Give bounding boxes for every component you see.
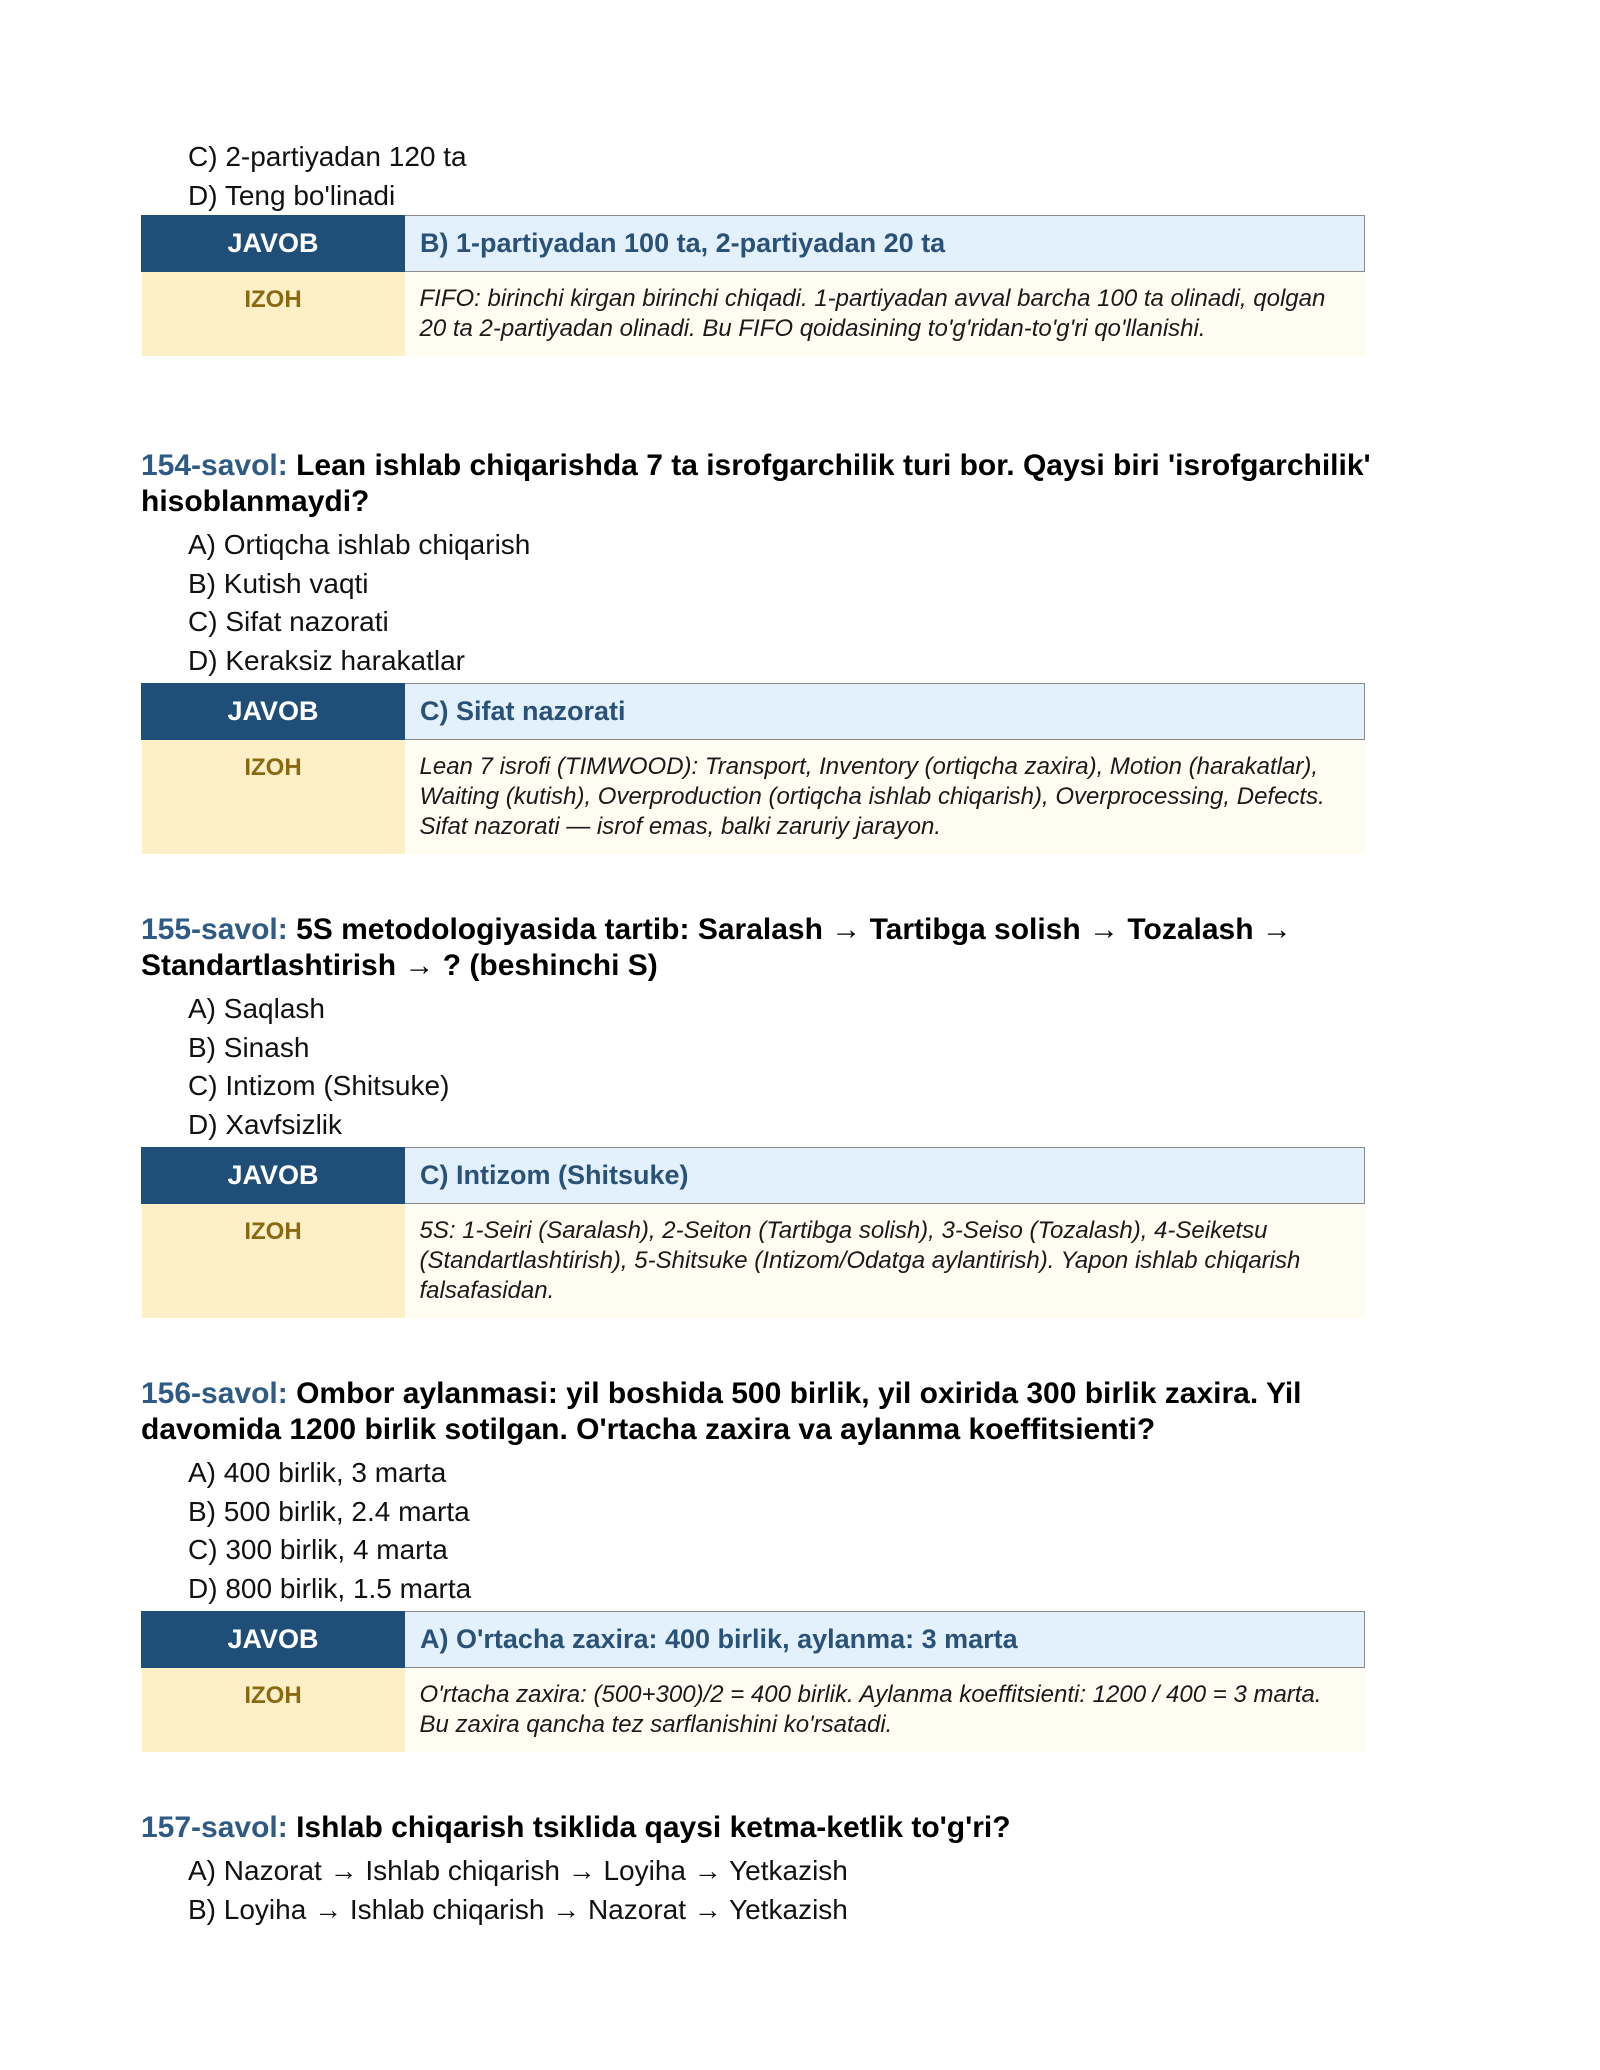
option-c: C) 2-partiyadan 120 ta [188, 141, 467, 172]
answer-table [141, 1611, 1365, 1752]
option-d: D) Teng bo'linadi [188, 179, 396, 211]
answer-value: C) Intizom (Shitsuke) [405, 1148, 1365, 1204]
option-a: A) Nazorat → Ishlab chiqarish → Loyiha → Yetkazish [188, 1855, 848, 1886]
option-c: C) 300 birlik, 4 marta [188, 1534, 448, 1565]
javob-label: JAVOB [142, 684, 405, 740]
question-text: Lean ishlab chiqarishda 7 ta isrofgarchilik turi bor. Qaysi biri 'isrofgarchilik' hisoblanmaydi? [141, 449, 1371, 518]
explanation-text: 5S: 1-Seiri (Saralash), 2-Seiton (Tartibga solish), 3-Seiso (Tozalash), 4-Seiketsu (Standartlashtirish), 5-Shitsuke (Intizom/Odatga aylantirish). Yapon ishlab chiqarish falsafasidan. [405, 1204, 1365, 1319]
option-b: B) Loyiha → Ishlab chiqarish → Nazorat → Yetkazish [188, 1893, 848, 1925]
question-number: 155-savol: [141, 913, 288, 946]
javob-label: JAVOB [142, 216, 405, 272]
question-number: 156-savol: [141, 1377, 288, 1410]
javob-label: JAVOB [142, 1612, 405, 1668]
izoh-label: IZOH [142, 272, 405, 357]
question-number: 157-savol: [141, 1811, 288, 1844]
option-a: A) 400 birlik, 3 marta [188, 1457, 447, 1488]
javob-label: JAVOB [142, 1148, 405, 1204]
question-156 [0, 1376, 1600, 1752]
option-c: C) Sifat nazorati [188, 606, 389, 637]
izoh-label: IZOH [142, 1204, 405, 1319]
option-d: D) 800 birlik, 1.5 marta [188, 1572, 472, 1604]
question-title [141, 912, 1441, 984]
question-title [141, 1810, 1441, 1846]
question-155 [0, 912, 1600, 1318]
question-text: Ishlab chiqarish tsiklida qaysi ketma-ketlik to'g'ri? [296, 1811, 1011, 1844]
explanation-text: O'rtacha zaxira: (500+300)/2 = 400 birlik. Aylanma koeffitsienti: 1200 / 400 = 3 marta. Bu zaxira qancha tez sarflanishini ko'rsatadi. [405, 1668, 1365, 1753]
izoh-label: IZOH [142, 1668, 405, 1753]
answer-table [141, 1147, 1365, 1318]
explanation-text: FIFO: birinchi kirgan birinchi chiqadi. 1-partiyadan avval barcha 100 ta olinadi, qolgan 20 ta 2-partiyadan olinadi. Bu FIFO qoidasining to'g'ridan-to'g'ri qo'llanishi. [405, 272, 1365, 357]
answer-table [141, 683, 1365, 854]
previous-question-tail [0, 138, 1600, 356]
option-b: B) 500 birlik, 2.4 marta [188, 1495, 470, 1527]
option-a: A) Saqlash [188, 993, 325, 1024]
answer-value: A) O'rtacha zaxira: 400 birlik, aylanma: 3 marta [405, 1612, 1365, 1668]
answer-value: C) Sifat nazorati [405, 684, 1365, 740]
option-d: D) Xavfsizlik [188, 1108, 343, 1140]
question-154 [0, 448, 1600, 854]
izoh-label: IZOH [142, 740, 405, 855]
question-title [141, 1376, 1441, 1448]
question-number: 154-savol: [141, 449, 288, 482]
option-b: B) Sinash [188, 1031, 310, 1063]
option-a: A) Ortiqcha ishlab chiqarish [188, 529, 531, 560]
question-text: 5S metodologiyasida tartib: Saralash → Tartibga solish → Tozalash → Standartlashtirish → ? (beshinchi S) [141, 913, 1292, 982]
question-text: Ombor aylanmasi: yil boshida 500 birlik, yil oxirida 300 birlik zaxira. Yil davomida 1200 birlik sotilgan. O'rtacha zaxira va aylanma koeffitsienti? [141, 1377, 1302, 1446]
answer-table [141, 215, 1365, 356]
answer-value: B) 1-partiyadan 100 ta, 2-partiyadan 20 ta [405, 216, 1365, 272]
explanation-text: Lean 7 isrofi (TIMWOOD): Transport, Inventory (ortiqcha zaxira), Motion (harakatlar), Waiting (kutish), Overproduction (ortiqcha ishlab chiqarish), Overprocessing, Defects. Sifat nazorati — isrof emas, balki zaruriy jarayon. [405, 740, 1365, 855]
question-title [141, 448, 1441, 520]
option-c: C) Intizom (Shitsuke) [188, 1070, 450, 1101]
option-d: D) Keraksiz harakatlar [188, 644, 465, 676]
option-b: B) Kutish vaqti [188, 567, 369, 599]
question-157 [0, 1810, 1600, 1929]
